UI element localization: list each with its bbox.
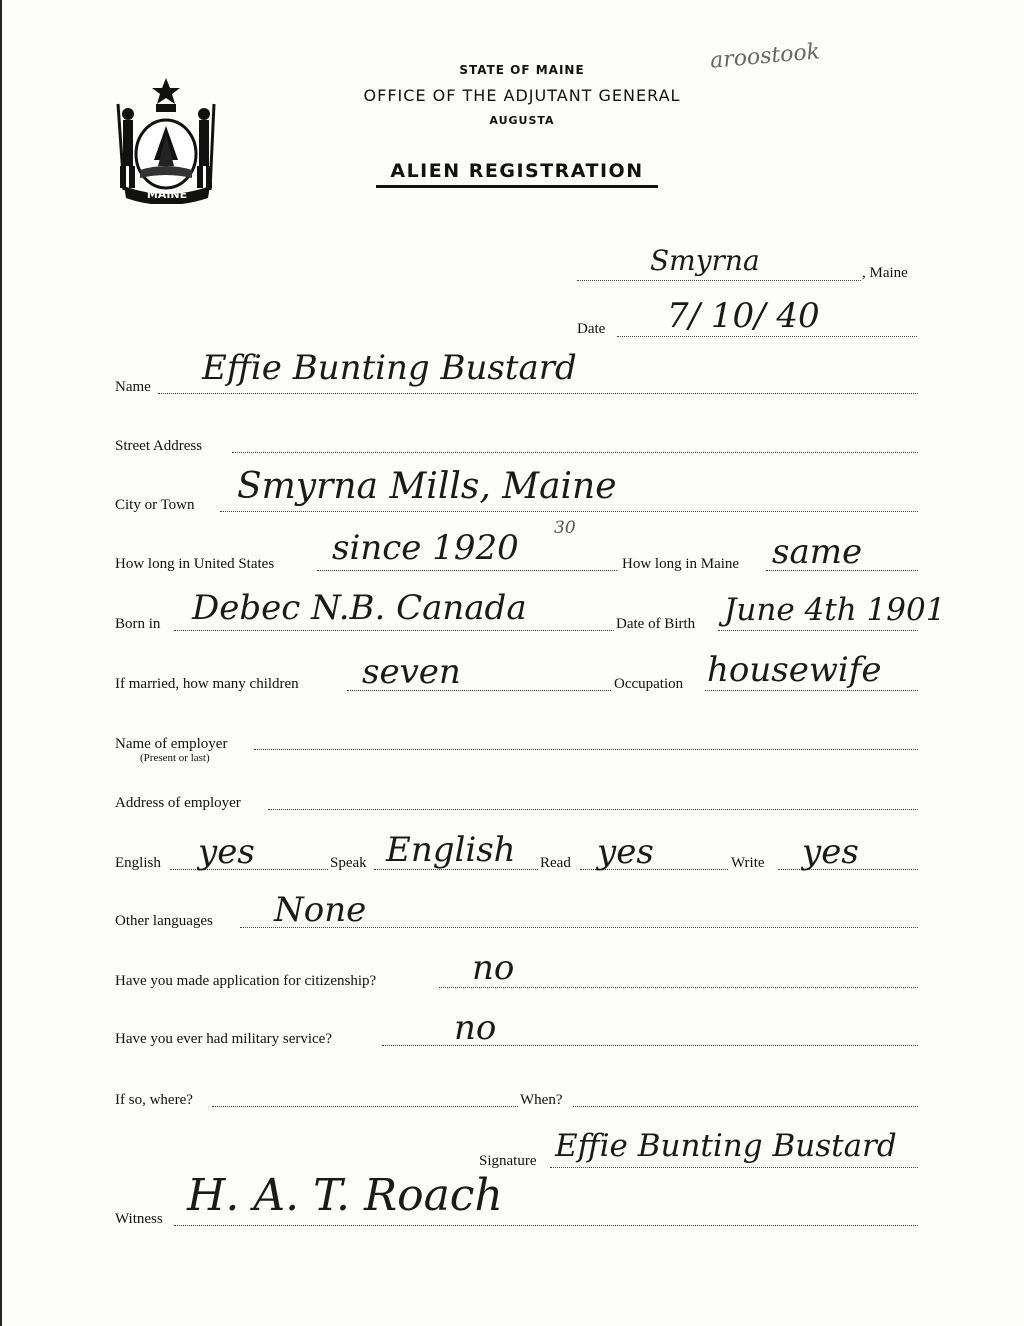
street-label: Street Address	[115, 438, 203, 454]
dob-value: June 4th 1901	[724, 592, 946, 628]
signature-label: Signature	[479, 1153, 537, 1169]
header-office: OFFICE OF THE ADJUTANT GENERAL	[363, 86, 681, 105]
write-label: Write	[731, 855, 765, 871]
dob-label: Date of Birth	[616, 616, 696, 632]
read-value: yes	[597, 832, 654, 872]
county-note: aroostook	[709, 39, 821, 74]
date-value: 7/ 10/ 40	[667, 296, 820, 336]
employer-line	[254, 749, 918, 750]
name-line	[158, 393, 918, 394]
speak-label: Speak	[330, 855, 367, 871]
employer-address-label: Address of employer	[115, 795, 241, 811]
signature-line	[550, 1167, 918, 1168]
english-label: English	[115, 855, 161, 871]
witness-line	[174, 1225, 918, 1226]
how-long-us-line	[317, 570, 617, 571]
form-title: ALIEN REGISTRATION	[376, 160, 658, 188]
witness-signature: H. A. T. Roach	[187, 1170, 503, 1221]
place-suffix: , Maine	[862, 265, 908, 281]
military-label: Have you ever had military service?	[115, 1031, 332, 1047]
born-in-line	[174, 630, 614, 631]
name-label: Name	[115, 379, 151, 395]
signature-value: Effie Bunting Bustard	[555, 1128, 897, 1164]
how-long-maine-value: same	[772, 532, 863, 572]
seal-banner-text: MAINE	[146, 188, 188, 201]
occupation-line	[705, 690, 918, 691]
born-in-value: Debec N.B. Canada	[192, 588, 527, 628]
employer-label: Name of employer	[115, 736, 228, 752]
street-line	[232, 452, 918, 453]
witness-label: Witness	[115, 1211, 163, 1227]
employer-address-line	[268, 809, 918, 810]
city-value: Smyrna Mills, Maine	[237, 466, 617, 507]
children-label: If married, how many children	[115, 676, 299, 692]
city-label: City or Town	[115, 497, 195, 513]
write-value: yes	[802, 832, 859, 872]
citizenship-value: no	[472, 948, 515, 988]
military-value: no	[454, 1008, 497, 1048]
born-in-label: Born in	[115, 616, 161, 632]
occupation-value: housewife	[707, 650, 882, 690]
read-label: Read	[540, 855, 571, 871]
where-line	[212, 1106, 518, 1107]
how-long-us-correction: 30	[554, 518, 576, 538]
when-label: When?	[520, 1092, 563, 1108]
header-state: STATE OF MAINE	[459, 63, 585, 77]
city-line	[220, 511, 918, 512]
other-languages-value: None	[274, 890, 367, 930]
how-long-us-value: since 1920	[332, 528, 519, 568]
employer-sublabel: (Present or last)	[140, 752, 210, 764]
english-value: yes	[198, 832, 255, 872]
place-line	[577, 280, 861, 281]
dob-line	[718, 630, 918, 631]
date-label: Date	[577, 321, 606, 337]
where-label: If so, where?	[115, 1092, 193, 1108]
how-long-us-label: How long in United States	[115, 556, 275, 572]
occupation-label: Occupation	[614, 676, 684, 692]
date-line	[617, 336, 917, 337]
citizenship-label: Have you made application for citizenship?	[115, 973, 377, 989]
speak-value: English	[386, 830, 516, 870]
header-city: AUGUSTA	[489, 114, 555, 127]
children-value: seven	[362, 652, 461, 692]
other-languages-label: Other languages	[115, 913, 213, 929]
when-line	[573, 1106, 918, 1107]
place-value: Smyrna	[650, 244, 760, 277]
how-long-maine-label: How long in Maine	[622, 556, 740, 572]
name-value: Effie Bunting Bustard	[202, 348, 577, 388]
